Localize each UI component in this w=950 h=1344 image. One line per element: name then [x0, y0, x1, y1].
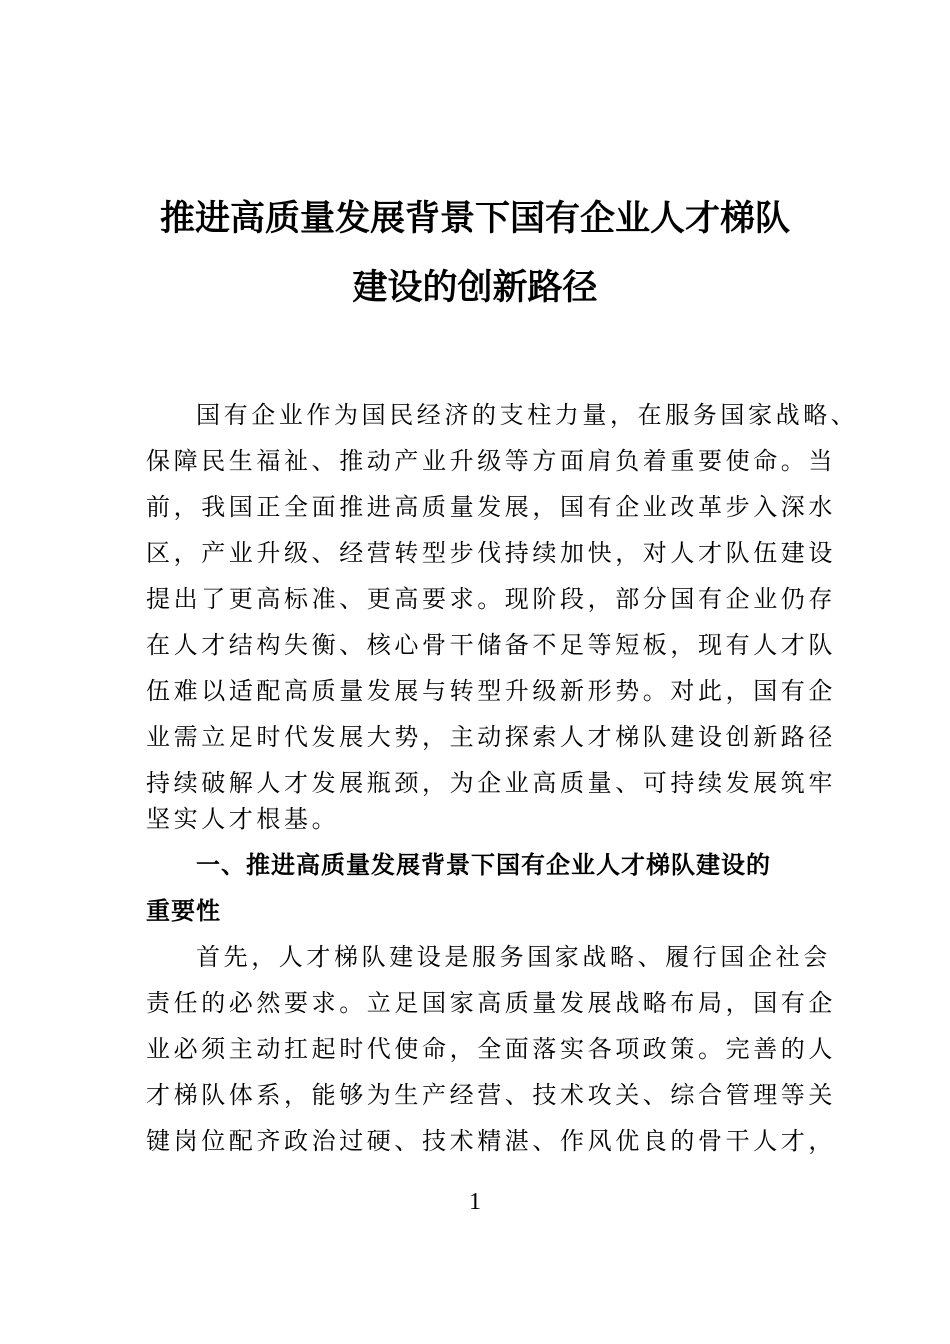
intro-paragraph-line: 坚实人才根基。: [146, 805, 340, 833]
intro-paragraph-line: 前，我国正全面推进高质量发展，国有企业改革步入深水: [146, 493, 836, 521]
section-paragraph-line: 业必须主动扛起时代使命，全面落实各项政策。完善的人: [146, 1035, 836, 1063]
document-title-line-1: 推进高质量发展背景下国有企业人才梯队: [159, 198, 790, 239]
intro-paragraph-line: 保障民生福祉、推动产业升级等方面肩负着重要使命。当: [146, 447, 836, 475]
intro-paragraph-line: 持续破解人才发展瓶颈，为企业高质量、可持续发展筑牢: [146, 769, 836, 797]
intro-paragraph-line: 业需立足时代发展大势，主动探索人才梯队建设创新路径: [146, 723, 836, 751]
document-title-line-2: 建设的创新路径: [352, 267, 598, 308]
section-heading-line: 重要性: [146, 897, 221, 925]
section-heading-line: 一、推进高质量发展背景下国有企业人才梯队建设的: [196, 851, 771, 879]
section-paragraph-line: 键岗位配齐政治过硬、技术精湛、作风优良的骨干人才，: [146, 1127, 836, 1155]
intro-paragraph-line: 区，产业升级、经营转型步伐持续加快，对人才队伍建设: [146, 539, 836, 567]
section-paragraph-line: 首先，人才梯队建设是服务国家战略、履行国企社会: [196, 943, 831, 971]
intro-paragraph-line: 伍难以适配高质量发展与转型升级新形势。对此，国有企: [146, 677, 836, 705]
intro-paragraph-line: 国有企业作为国民经济的支柱力量，在服务国家战略、: [196, 401, 859, 429]
page-number: 1: [469, 1189, 481, 1215]
intro-paragraph-line: 在人才结构失衡、核心骨干储备不足等短板，现有人才队: [146, 631, 836, 659]
intro-paragraph-line: 提出了更高标准、更高要求。现阶段，部分国有企业仍存: [146, 585, 836, 613]
section-paragraph-line: 才梯队体系，能够为生产经营、技术攻关、综合管理等关: [146, 1081, 836, 1109]
section-paragraph-line: 责任的必然要求。立足国家高质量发展战略布局，国有企: [146, 989, 836, 1017]
